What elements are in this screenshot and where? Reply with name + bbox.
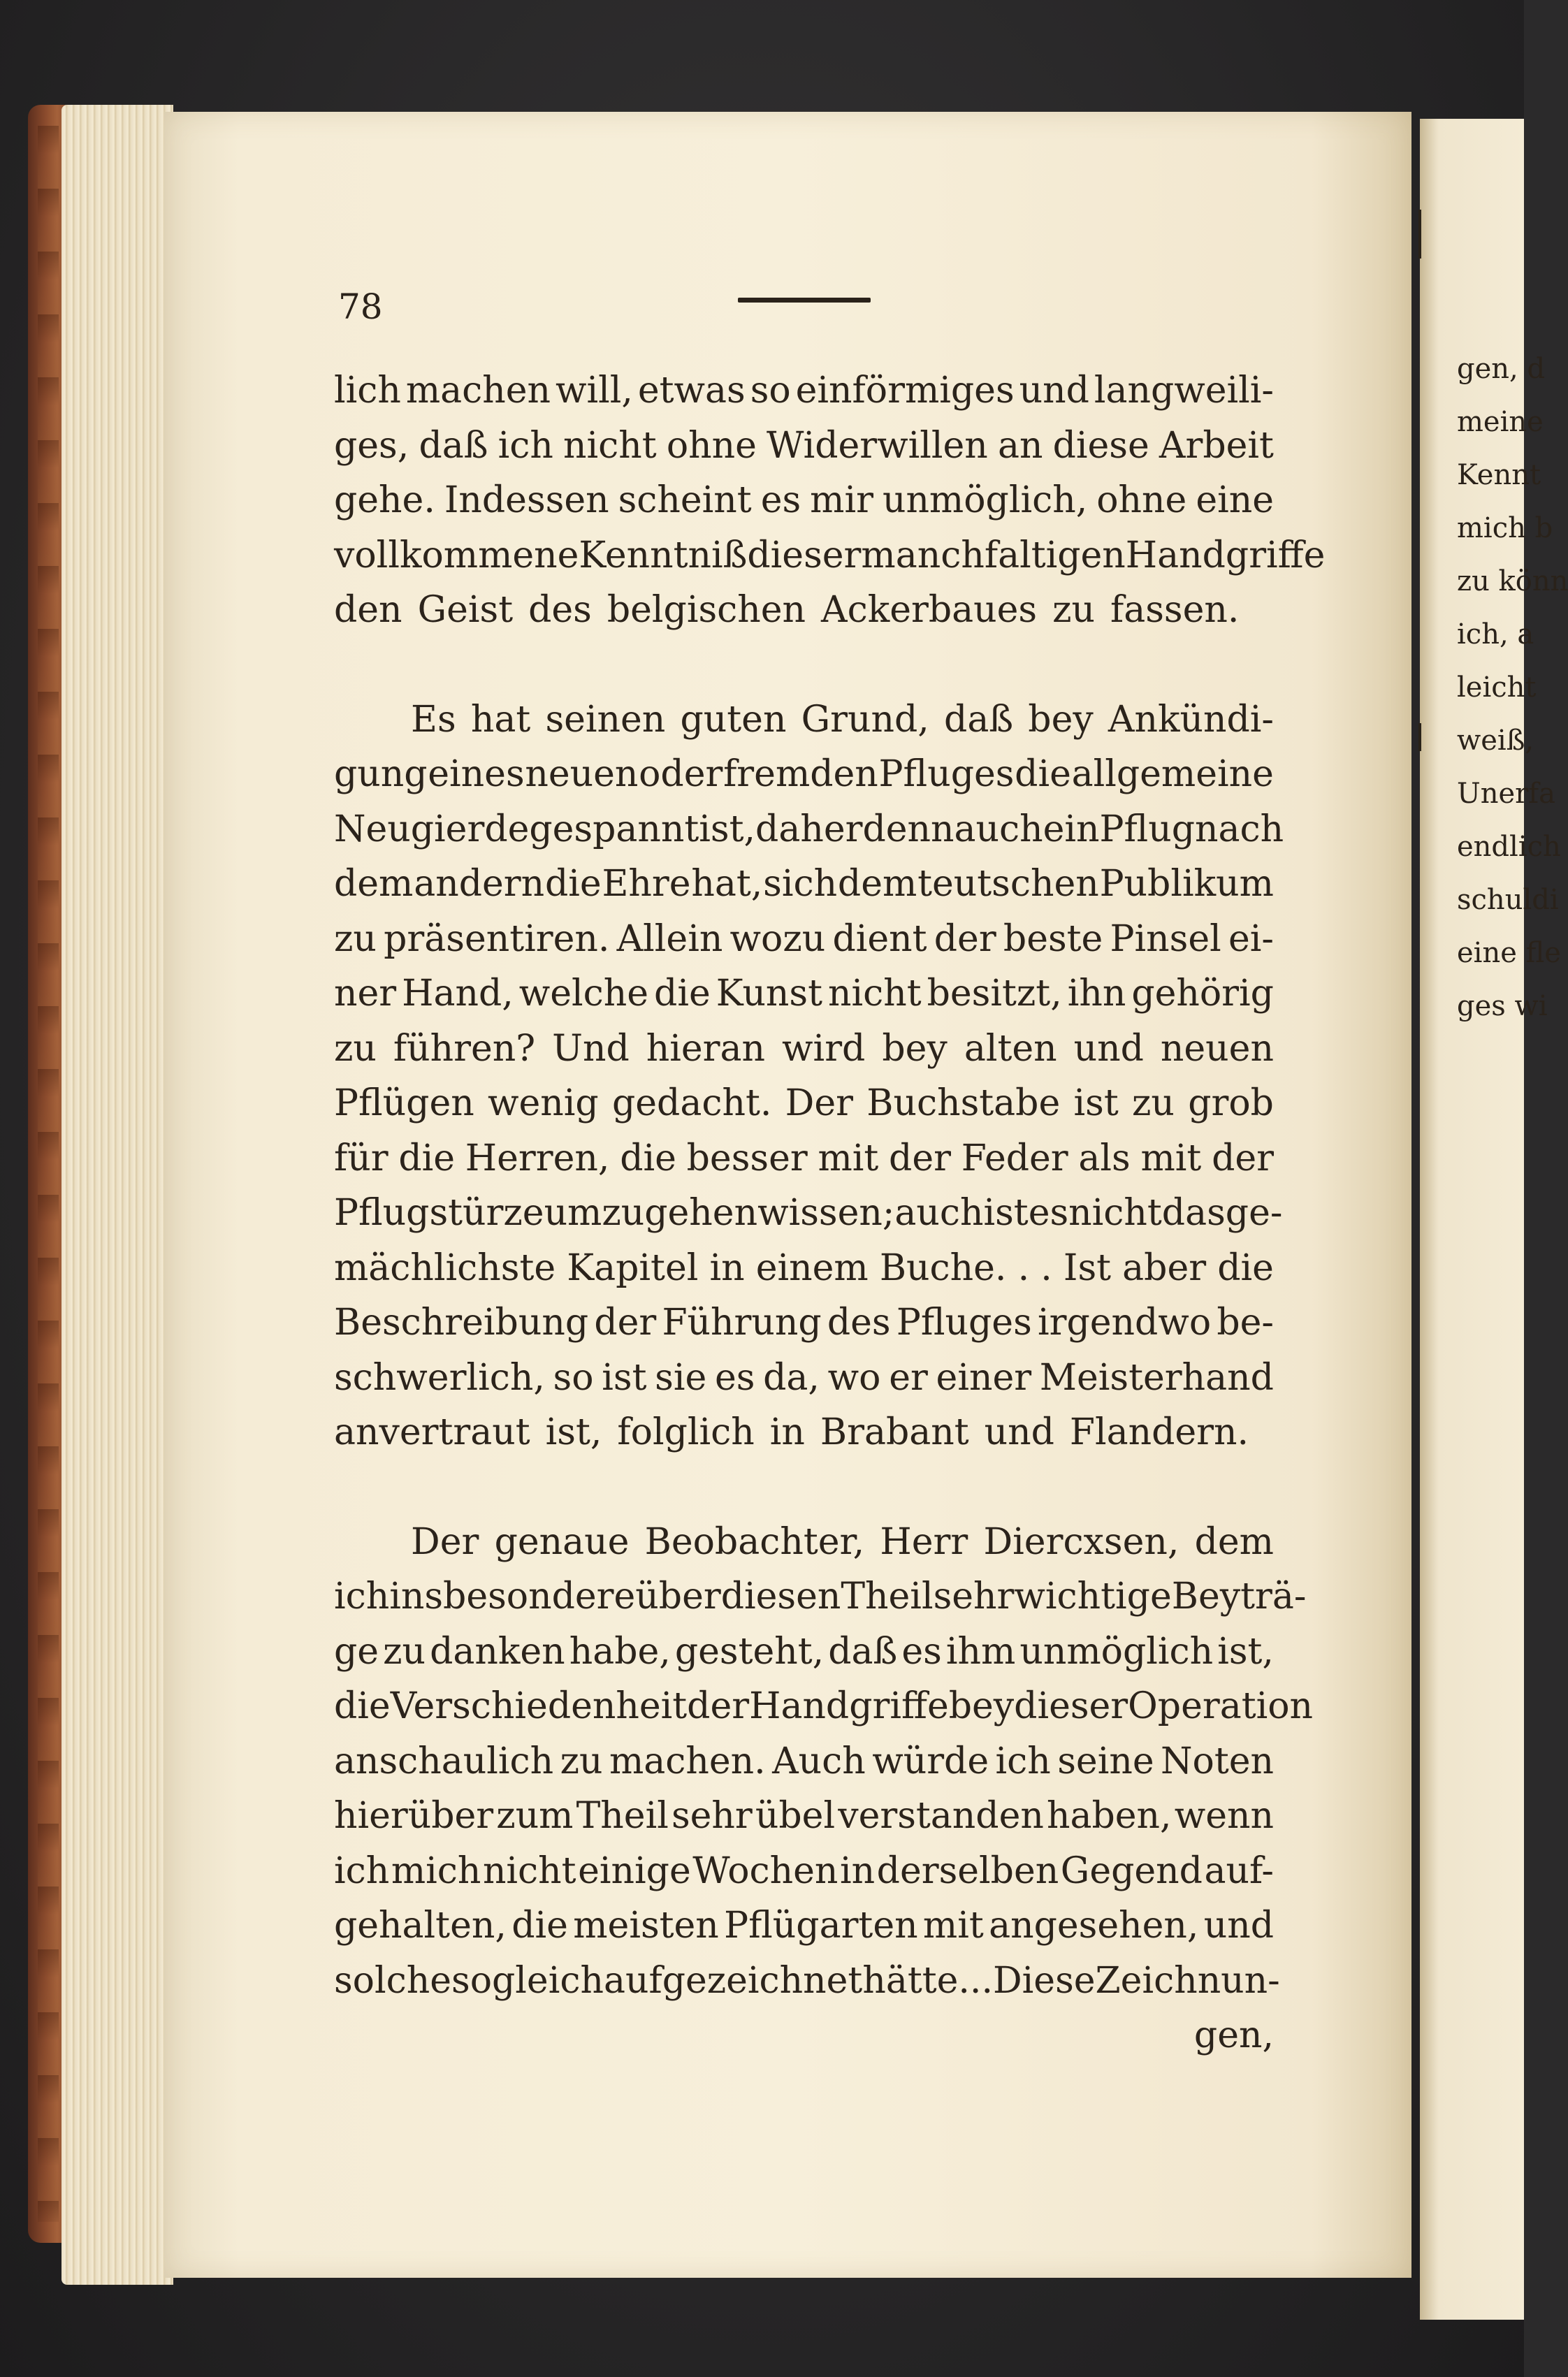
word: Verschiedenheit <box>390 1685 688 1727</box>
word: Feder <box>961 1137 1068 1179</box>
word: Theil <box>841 1576 934 1618</box>
word: nicht <box>482 1849 576 1892</box>
word: das <box>1161 1192 1226 1234</box>
word: fremden <box>723 753 878 795</box>
word: Beobachter, <box>644 1520 865 1563</box>
word: Führung <box>662 1302 822 1344</box>
word: insbesondere <box>389 1576 636 1618</box>
word: wozu <box>729 917 826 960</box>
word: Flandern. <box>1069 1411 1249 1453</box>
word: daß <box>828 1630 898 1673</box>
word: anvertraut <box>334 1411 530 1453</box>
word: solche <box>334 1959 452 2002</box>
word: gehe. <box>334 479 435 521</box>
word: in <box>839 1849 876 1892</box>
body-text <box>334 363 1326 2063</box>
word: hieran <box>646 1027 766 1070</box>
word: zum <box>496 1795 574 1837</box>
word: ohne <box>1096 479 1187 521</box>
word: diese <box>1052 424 1149 467</box>
word: Kenntniß <box>579 534 748 576</box>
text-line <box>334 1405 1274 1460</box>
word: ich <box>334 1849 390 1892</box>
word: Handgriffe <box>749 1685 949 1727</box>
word: Indessen <box>444 479 609 521</box>
word: zu <box>560 1740 603 1782</box>
page-header <box>338 279 1275 335</box>
word: einem <box>755 1246 869 1289</box>
word: Pflug <box>1099 808 1195 850</box>
word: welche <box>518 973 649 1015</box>
word: dieser <box>1014 1685 1128 1727</box>
word: einige <box>578 1849 691 1892</box>
word: als <box>1078 1137 1131 1179</box>
word: Pflügarten <box>724 1905 918 1947</box>
word: er <box>889 1356 928 1399</box>
word: gesteht, <box>674 1630 825 1673</box>
word: seine <box>1057 1740 1154 1782</box>
word: Ehre <box>602 863 691 905</box>
word: daß <box>944 698 1014 741</box>
word: mir <box>810 479 873 521</box>
word: der <box>1212 1137 1274 1179</box>
word: des <box>528 589 592 631</box>
word: mächlichste <box>334 1246 556 1289</box>
word: mit <box>818 1137 879 1179</box>
facing-page-line: ges wi <box>1457 990 1548 1022</box>
text-line <box>334 1351 1274 1406</box>
text-line <box>334 1679 1314 1734</box>
word: in <box>709 1246 745 1289</box>
word: sie <box>655 1356 707 1399</box>
word: die <box>620 1137 676 1179</box>
word: Der <box>785 1082 853 1124</box>
word: ist, <box>1217 1630 1274 1673</box>
word: scheint <box>618 479 752 521</box>
text-line <box>334 1241 1274 1296</box>
catchword <box>334 2008 1274 2063</box>
word: über <box>635 1576 721 1618</box>
text-line <box>334 1186 1283 1241</box>
text-line <box>334 1624 1274 1680</box>
word: mich <box>391 1849 481 1892</box>
word: Noten <box>1161 1740 1274 1782</box>
word: Pfluges <box>896 1302 1032 1344</box>
word: . <box>1017 1246 1030 1289</box>
word: es <box>901 1630 942 1673</box>
facing-page-line: eine fle <box>1457 937 1561 969</box>
word: ich <box>995 1740 1051 1782</box>
word: ist, <box>699 808 756 850</box>
word: zu <box>1052 589 1095 631</box>
word: guten <box>680 698 787 741</box>
word: Hand, <box>402 973 514 1015</box>
word: auch <box>894 1192 984 1234</box>
facing-page-line: Unerfa <box>1457 778 1555 810</box>
word: Handgriffe <box>1125 534 1326 576</box>
word: der <box>934 917 996 960</box>
word: wissen; <box>757 1192 895 1234</box>
word: gung <box>334 753 428 795</box>
text-line <box>334 857 1274 912</box>
facing-page-line: ich, a <box>1457 618 1534 650</box>
text-line <box>334 912 1274 967</box>
word: beste <box>1003 917 1103 960</box>
word: besser <box>686 1137 808 1179</box>
text-line <box>334 473 1274 528</box>
facing-page-line: leicht <box>1457 671 1537 704</box>
word: Brabant <box>820 1411 969 1453</box>
word: führen? <box>393 1027 536 1070</box>
word: Neugierde <box>334 808 530 850</box>
word: die <box>334 1685 391 1727</box>
word: auch <box>954 808 1043 850</box>
word: zu <box>334 1027 377 1070</box>
word: Gegend <box>1060 1849 1203 1892</box>
word: genaue <box>494 1520 630 1563</box>
word: wenig <box>488 1082 599 1124</box>
header-rule <box>738 298 871 303</box>
facing-page-line: meine <box>1457 406 1544 438</box>
word: unmöglich <box>1019 1630 1214 1673</box>
word: neuen <box>525 753 639 795</box>
text-line <box>334 363 1274 419</box>
facing-page-line: schuldi <box>1457 884 1559 916</box>
word: ist <box>1073 1082 1119 1124</box>
word: sich <box>763 863 838 905</box>
word: fassen. <box>1110 589 1240 631</box>
word: dem <box>334 863 414 905</box>
word: verstanden <box>838 1795 1044 1837</box>
text-line <box>334 747 1274 802</box>
word: derselben <box>876 1849 1059 1892</box>
text-line <box>334 1898 1274 1954</box>
word: des <box>827 1302 891 1344</box>
word: sehr <box>933 1576 1015 1618</box>
facing-page-line: weiß, <box>1457 725 1534 757</box>
word: der <box>889 1137 951 1179</box>
text-line <box>334 692 1274 748</box>
word: die <box>1217 1246 1274 1289</box>
word: ist <box>983 1192 1029 1234</box>
text-line <box>334 1789 1274 1844</box>
word: haben, <box>1046 1795 1172 1837</box>
text-line <box>334 1515 1274 1570</box>
text-line <box>334 1844 1274 1899</box>
word: Buchstabe <box>866 1082 1061 1124</box>
word: auf- <box>1204 1849 1274 1892</box>
word: Ist <box>1063 1246 1112 1289</box>
word: anschaulich <box>334 1740 554 1782</box>
word: be- <box>1217 1302 1274 1344</box>
word: hat <box>470 698 531 741</box>
word: die <box>654 973 711 1015</box>
word: eine <box>1196 479 1274 521</box>
word: Theil <box>576 1795 669 1837</box>
word: Beyträ- <box>1171 1576 1307 1618</box>
word: Auch <box>772 1740 866 1782</box>
word: seinen <box>545 698 666 741</box>
word: schwerlich, <box>334 1356 545 1399</box>
word: angesehen, <box>989 1905 1199 1947</box>
word: Buche. <box>879 1246 1007 1289</box>
word: und <box>1019 370 1089 412</box>
word: gehörig <box>1131 973 1274 1015</box>
word: der <box>594 1302 657 1344</box>
word: folglich <box>617 1411 755 1453</box>
word: . <box>981 1959 993 2002</box>
word: und <box>1203 1905 1274 1947</box>
word: dem <box>1194 1520 1274 1563</box>
word: Geist <box>417 589 514 631</box>
word: zu <box>334 917 377 960</box>
word: langweili- <box>1094 370 1274 412</box>
word: ge <box>334 1630 379 1673</box>
word: danken <box>430 1630 565 1673</box>
paragraph-gap <box>334 1460 1274 1515</box>
word: ihm <box>945 1630 1016 1673</box>
word: neuen <box>1160 1027 1274 1070</box>
word: ei- <box>1228 917 1274 960</box>
word: und <box>984 1411 1054 1453</box>
word: oder <box>639 753 723 795</box>
word: ein <box>1043 808 1100 850</box>
word: nach <box>1194 808 1284 850</box>
word: ich <box>498 424 553 467</box>
word: sehr <box>671 1795 753 1837</box>
text-line <box>334 583 1274 638</box>
word: Ackerbaues <box>821 589 1038 631</box>
word: ohne <box>666 424 757 467</box>
word: die <box>1015 753 1071 795</box>
word: denn <box>862 808 954 850</box>
paragraph-gap <box>334 638 1274 692</box>
gutter-mark <box>1418 723 1421 751</box>
word: diesen <box>720 1576 841 1618</box>
word: es <box>714 1356 755 1399</box>
word: so <box>553 1356 594 1399</box>
word: einer <box>936 1356 1032 1399</box>
word: Pfluges <box>878 753 1015 795</box>
word: zu <box>383 1630 426 1673</box>
word: ist <box>602 1356 647 1399</box>
word: etwas <box>637 370 746 412</box>
word: gedacht. <box>611 1082 772 1124</box>
word: teutschen <box>917 863 1099 905</box>
word: würde <box>872 1740 989 1782</box>
facing-page-line: endlich <box>1457 831 1561 863</box>
word: Pinsel <box>1110 917 1221 960</box>
word: lich <box>334 370 401 412</box>
word: allgemeine <box>1071 753 1274 795</box>
word: ihn <box>1067 973 1126 1015</box>
word: übel <box>755 1795 836 1837</box>
word: so <box>750 370 791 412</box>
word: Der <box>411 1520 479 1563</box>
facing-page-line: zu könn <box>1457 565 1568 597</box>
word: zu <box>1132 1082 1175 1124</box>
word: aber <box>1122 1246 1207 1289</box>
word: gespannt <box>529 808 699 850</box>
word: dieser <box>747 534 862 576</box>
word: an <box>997 424 1043 467</box>
word: Beschreibung <box>334 1302 589 1344</box>
facing-page-line: mich b <box>1457 512 1553 544</box>
word: Grund, <box>801 698 929 741</box>
word: bey <box>1028 698 1094 741</box>
text-line <box>334 1131 1274 1186</box>
word: Diese <box>992 1959 1096 2002</box>
text-line <box>334 528 1326 583</box>
facing-page-line: gen, d <box>1457 353 1546 385</box>
word: eines <box>428 753 525 795</box>
text-line <box>334 1295 1274 1351</box>
word: besitzt, <box>927 973 1062 1015</box>
word: wenn <box>1174 1795 1274 1837</box>
word: da, <box>763 1356 820 1399</box>
gutter-mark <box>1418 210 1421 259</box>
word: und <box>1073 1027 1144 1070</box>
word: Diercxsen, <box>983 1520 1179 1563</box>
word: belgischen <box>607 589 806 631</box>
word: wird <box>782 1027 866 1070</box>
word: ner <box>334 973 397 1015</box>
word: gehalten, <box>334 1905 507 1947</box>
word: Arbeit <box>1159 424 1274 467</box>
word: umzugehen <box>544 1192 758 1234</box>
word: Meisterhand <box>1039 1356 1274 1399</box>
text-line <box>334 419 1274 474</box>
word: unmöglich, <box>882 479 1088 521</box>
word: bey <box>948 1685 1015 1727</box>
word: manchfaltigen <box>861 534 1126 576</box>
text-line <box>334 966 1274 1022</box>
word: will, <box>555 370 633 412</box>
word: es <box>1028 1192 1069 1234</box>
word: habe, <box>569 1630 671 1673</box>
catchword-text: gen, <box>1193 2014 1274 2056</box>
word: nicht <box>1068 1192 1162 1234</box>
word: Pflügen <box>334 1082 474 1124</box>
word: mit <box>922 1905 984 1947</box>
word: hätte. <box>862 1959 970 2002</box>
word: . <box>969 1959 982 2002</box>
word: Operation <box>1128 1685 1314 1727</box>
word: daher <box>755 808 863 850</box>
word: es <box>760 479 801 521</box>
word: der <box>687 1685 750 1727</box>
word: einförmiges <box>795 370 1015 412</box>
word: nicht <box>828 973 922 1015</box>
word: aufgezeichnet <box>603 1959 863 2002</box>
word: präsentiren. <box>384 917 610 960</box>
word: dient <box>832 917 927 960</box>
word: wo <box>827 1356 881 1399</box>
word: die <box>511 1905 568 1947</box>
word: Kunst <box>716 973 823 1015</box>
text-line <box>334 1022 1274 1077</box>
word: Ankündi- <box>1108 698 1274 741</box>
word: Widerwillen <box>767 424 988 467</box>
word: in <box>769 1411 805 1453</box>
word: sogleich <box>451 1959 604 2002</box>
word: Publikum <box>1099 863 1274 905</box>
word: Es <box>411 698 456 741</box>
word: Pflugstürze <box>334 1192 544 1234</box>
word: ich <box>334 1576 390 1618</box>
text-line <box>334 1076 1274 1131</box>
word: machen <box>405 370 551 412</box>
word: alten <box>964 1027 1057 1070</box>
word: ge- <box>1225 1192 1283 1234</box>
word: machen. <box>609 1740 766 1782</box>
word: die <box>544 863 602 905</box>
page-edges <box>61 105 173 2285</box>
word: daß <box>419 424 488 467</box>
word: die <box>398 1137 456 1179</box>
word: andern <box>414 863 545 905</box>
text-line <box>334 1734 1274 1789</box>
word: wichtige <box>1014 1576 1172 1618</box>
text-line <box>334 1954 1280 2009</box>
word: bey <box>882 1027 948 1070</box>
facing-page-line: Kennt <box>1457 459 1541 491</box>
word: . <box>1040 1246 1052 1289</box>
page-number: 78 <box>338 286 383 327</box>
word: Wochen <box>692 1849 839 1892</box>
word: für <box>334 1137 389 1179</box>
word: irgendwo <box>1037 1302 1212 1344</box>
word: Kapitel <box>567 1246 699 1289</box>
facing-page-text <box>1457 342 1568 1033</box>
word: ist, <box>545 1411 602 1453</box>
word: Zeichnun- <box>1095 1959 1280 2002</box>
word: Herr <box>880 1520 968 1563</box>
word: nicht <box>563 424 657 467</box>
word: vollkommene <box>334 534 579 576</box>
word: hat, <box>691 863 763 905</box>
word: mit <box>1140 1137 1202 1179</box>
word: Und <box>552 1027 630 1070</box>
text-line <box>334 802 1284 857</box>
word: meisten <box>573 1905 719 1947</box>
word: grob <box>1188 1082 1274 1124</box>
word: ges, <box>334 424 409 467</box>
word: dem <box>837 863 917 905</box>
word: hierüber <box>334 1795 494 1837</box>
word: Herren, <box>465 1137 610 1179</box>
word: Allein <box>616 917 723 960</box>
word: den <box>334 589 402 631</box>
text-line <box>334 1569 1307 1624</box>
